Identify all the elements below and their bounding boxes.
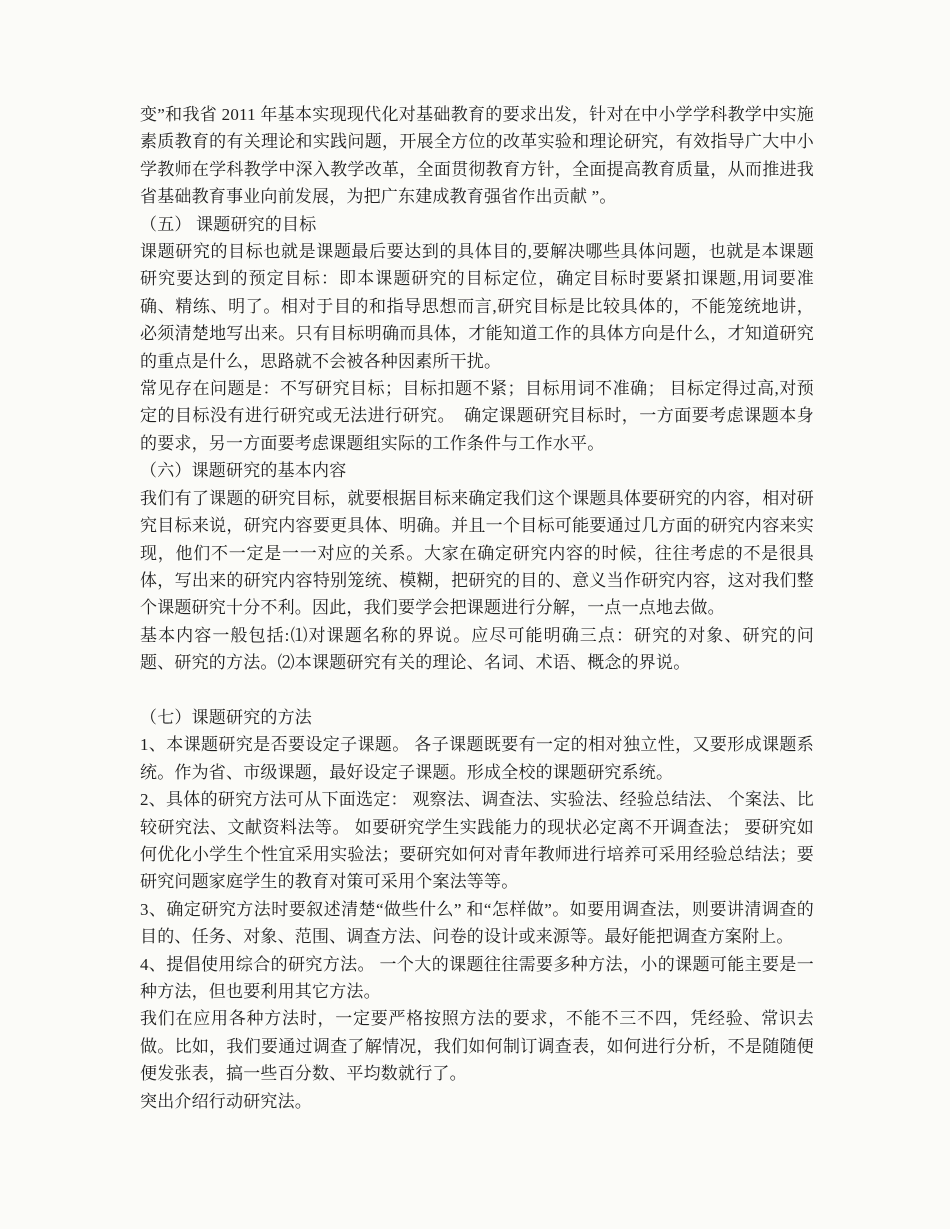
paragraph: 课题研究的目标也就是课题最后要达到的具体目的,要解决哪些具体问题，也就是本课题研究要达到的预定目标：即本课题研究的目标定位，确定目标时要紧扣课题,用词要准确、精练、明了。相对于目的和指导思想而言,研究目标是比较具体的，不能笼统地讲，必须清楚地写出来。只有目标明确而具体，才能知道工作的具体方向是什么，才知道研究的重点是什么，思路就不会被各种因素所干扰。 — [140, 242, 814, 371]
blank-line — [140, 677, 814, 704]
paragraph: 基本内容一般包括:⑴对课题名称的界说。应尽可能明确三点：研究的对象、研究的问题、研究的方法。⑵本课题研究有关的理论、名词、术语、概念的界说。 — [140, 625, 814, 673]
paragraph: 我们在应用各种方法时，一定要严格按照方法的要求，不能不三不四，凭经验、常识去做。比如，我们要通过调查了解情况，我们如何制订调查表，如何进行分析，不是随随便便发张表，搞一些百分数、平均数就行了。 — [140, 1009, 814, 1084]
section-heading: （七）课题研究的方法 — [140, 707, 312, 727]
paragraph: 4、提倡使用综合的研究方法。 一个大的课题往往需要多种方法，小的课题可能主要是一种方法，但也要利用其它方法。 — [140, 954, 814, 1001]
section-heading: （五） 课题研究的目标 — [140, 214, 317, 234]
paragraph: 常见存在问题是：不写研究目标；目标扣题不紧；目标用词不准确； 目标定得过高,对预定的目标没有进行研究或无法进行研究。 确定课题研究目标时，一方面要考虑课题本身的要求，另一方面要考虑课题组实际的工作条件与工作水平。 — [140, 379, 814, 453]
section-heading: （六）课题研究的基本内容 — [140, 461, 347, 481]
paragraph: 2、具体的研究方法可从下面选定： 观察法、调查法、实验法、经验总结法、 个案法、比较研究法、文献资料法等。 如要研究学生实践能力的现状必定离不开调查法； 要研究如何优化小学生个性宜采用实验法；要研究如何对青年教师进行培养可采用经验总结法；要研究问题家庭学生的教育对策可采用个案法等等。 — [140, 790, 814, 892]
paragraph: 突出介绍行动研究法。 — [140, 1091, 312, 1111]
document-content — [140, 101, 814, 1115]
paragraph: 3、确定研究方法时要叙述清楚“做些什么” 和“怎样做”。如要用调查法，则要讲清调查的目的、任务、对象、范围、调查方法、问卷的设计或来源等。最好能把调查方案附上。 — [140, 899, 814, 947]
paragraph: 1、本课题研究是否要设定子课题。 各子课题既要有一定的相对独立性，又要形成课题系统。作为省、市级课题，最好设定子课题。形成全校的课题研究系统。 — [140, 735, 814, 782]
paragraph: 变”和我省 2011 年基本实现现代化对基础教育的要求出发，针对在中小学学科教学中实施素质教育的有关理论和实践问题，开展全方位的改革实验和理论研究，有效指导广大中小学教师在学科教学中深入教学改革，全面贯彻教育方针，全面提高教育质量，从而推进我省基础教育事业向前发展，为把广东建成教育强省作出贡献 ”。 — [140, 105, 814, 207]
paragraph: 我们有了课题的研究目标，就要根据目标来确定我们这个课题具体要研究的内容，相对研究目标来说，研究内容要更具体、明确。并且一个目标可能要通过几方面的研究内容来实现，他们不一定是一一对应的关系。大家在确定研究内容的时候，往往考虑的不是很具体，写出来的研究内容特别笼统、模糊，把研究的目的、意义当作研究内容，这对我们整个课题研究十分不利。因此，我们要学会把课题进行分解，一点一点地去做。 — [140, 488, 814, 618]
